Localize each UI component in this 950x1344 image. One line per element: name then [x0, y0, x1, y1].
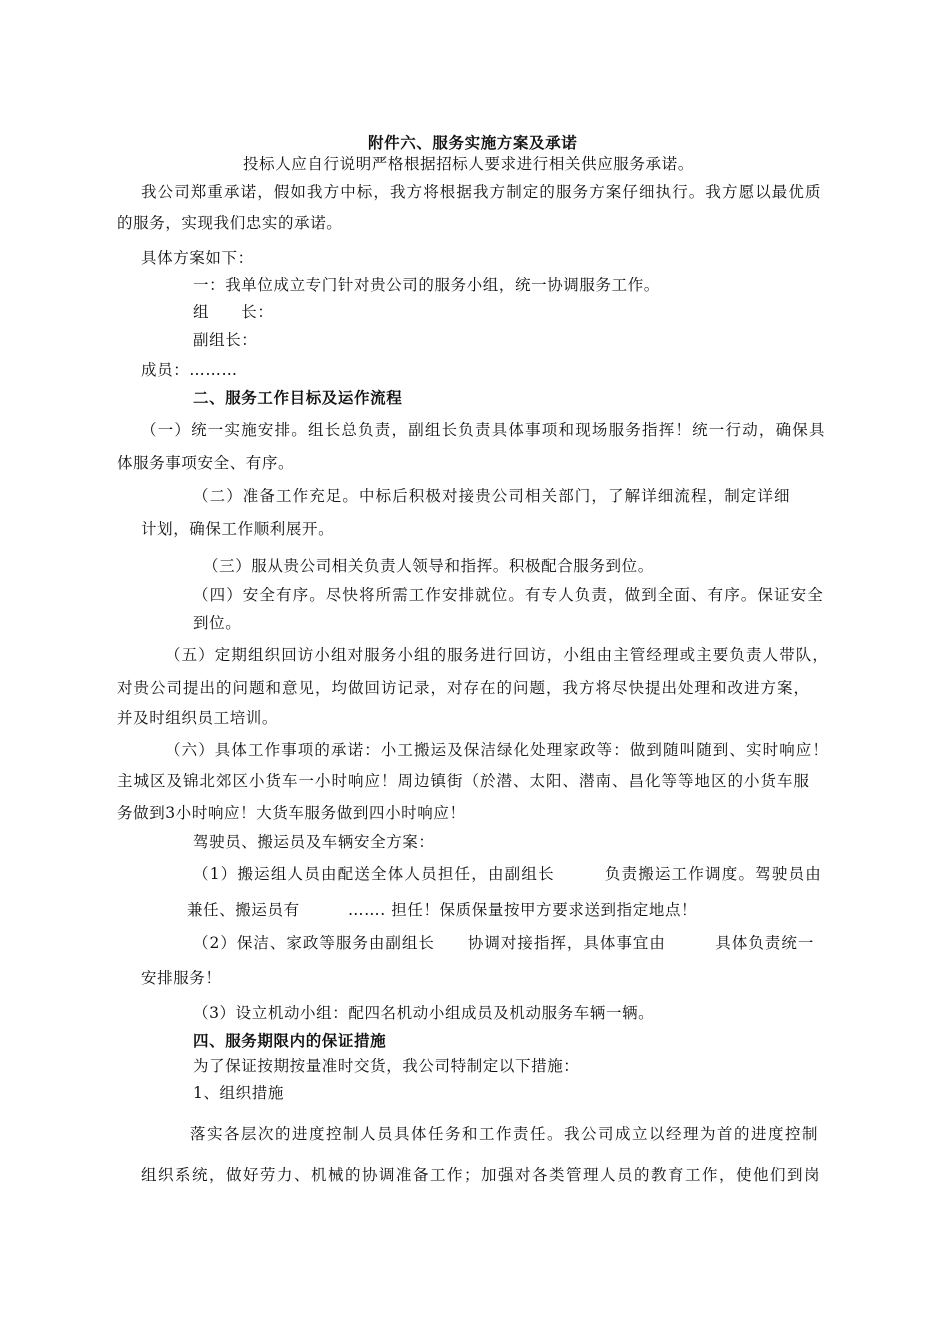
page-title: 附件六、服务实施方案及承诺 [368, 133, 578, 152]
page-subtitle: 投标人应自行说明严格根据招标人要求进行相关供应服务承诺。 [243, 155, 694, 173]
paragraph-line: 具体方案如下： [141, 249, 254, 267]
paragraph-line: （六）具体工作事项的承诺：小工搬运及保洁绿化处理家政等：做到随叫随到、实时响应！ [165, 741, 830, 759]
paragraph-line: 组织系统，做好劳力、机械的协调准备工作；加强对各类管理人员的教育工作，使他们到岗 [141, 1166, 822, 1184]
paragraph-line: 落实各层次的进度控制人员具体任务和工作责任。我公司成立以经理为首的进度控制 [190, 1125, 820, 1143]
paragraph-line: 到位。 [193, 614, 242, 632]
paragraph-line: 兼任、搬运员有 ……. 担任！保质保量按甲方要求送到指定地点！ [187, 901, 698, 919]
paragraph-line: （2）保洁、家政等服务由副组长 协调对接指挥，具体事宜由 具体负责统一 [193, 934, 815, 952]
paragraph-line: 一：我单位成立专门针对贵公司的服务小组，统一协调服务工作。 [193, 276, 660, 294]
paragraph-line: 我公司郑重承诺，假如我方中标，我方将根据我方制定的服务方案仔细执行。我方愿以最优质 [141, 183, 822, 201]
paragraph-line: （1）搬运组人员由配送全体人员担任，由副组长 负责搬运工作调度。驾驶员由 [193, 865, 822, 883]
section-heading: 四、服务期限内的保证措施 [193, 1031, 387, 1050]
paragraph-line: （三）服从贵公司相关负责人领导和指挥。积极配合服务到位。 [203, 557, 654, 575]
paragraph-line: 计划，确保工作顺利展开。 [141, 520, 335, 538]
paragraph-line: 为了保证按期按量准时交货，我公司特制定以下措施： [193, 1057, 580, 1075]
field-label-members: 成员：……… [141, 361, 238, 379]
paragraph-line: （五）定期组织回访小组对服务小组的服务进行回访，小组由主管经理或主要负责人带队， [165, 646, 830, 664]
paragraph-line: 驾驶员、搬运员及车辆安全方案： [193, 833, 435, 851]
paragraph-line: 体服务事项安全、有序。 [117, 454, 295, 472]
section-heading: 二、服务工作目标及运作流程 [193, 388, 403, 407]
paragraph-line: 对贵公司提出的问题和意见，均做回访记录，对存在的问题，我方将尽快提出处理和改进方案， [117, 679, 811, 697]
paragraph-line: 主城区及锦北郊区小货车一小时响应！周边镇街（於潜、太阳、潜南、昌化等等地区的小货车服 [117, 772, 811, 790]
paragraph-line: 1、组织措施 [193, 1084, 284, 1102]
paragraph-line: （二）准备工作充足。中标后积极对接贵公司相关部门，了解详细流程，制定详细 [193, 487, 791, 505]
paragraph-line: 务做到3小时响应！大货车服务做到四小时响应！ [117, 804, 466, 822]
paragraph-line: 的服务，实现我们忠实的承诺。 [117, 214, 343, 232]
paragraph-line: （3）设立机动小组：配四名机动小组成员及机动服务车辆一辆。 [193, 1004, 655, 1022]
field-label-deputy: 副组长： [193, 331, 258, 349]
field-label-leader: 组 长： [193, 303, 274, 321]
paragraph-line: 并及时组织员工培训。 [117, 709, 279, 727]
paragraph-line: （一）统一实施安排。组长总负责，副组长负责具体事项和现场服务指挥！统一行动，确保具 [141, 421, 826, 439]
paragraph-line: 安排服务！ [141, 969, 222, 987]
paragraph-line: （四）安全有序。尽快将所需工作安排就位。有专人负责，做到全面、有序。保证安全 [193, 586, 824, 604]
